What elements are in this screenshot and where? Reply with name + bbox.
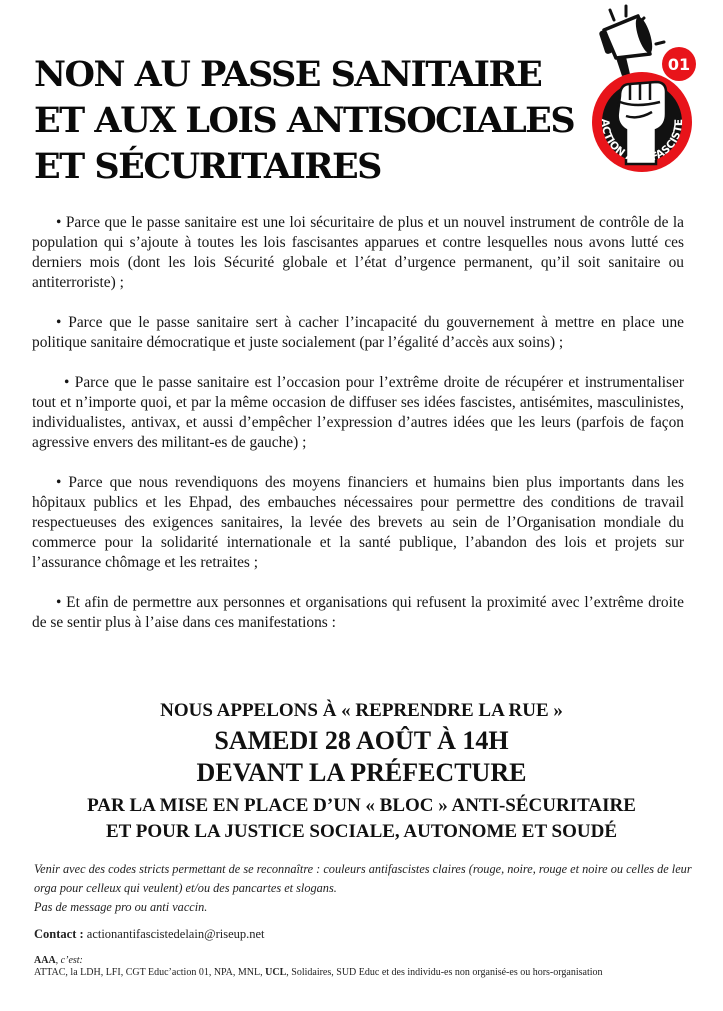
signatories-header	[34, 955, 694, 967]
body-paragraphs	[32, 213, 684, 653]
title-line-2: ET AUX LOIS ANTISOCIALES	[34, 100, 575, 141]
paragraph-1: • Parce que le passe sanitaire est une loi sécuritaire de plus et un nouvel instrument de contrôle de la population qui s’ajoute à toutes les lois fascisantes apparues et contre lesquelles nous avons lutté ces derniers mois (dont les lois Sécurité globale et l’état d’urgence permanent, qu’il soit sanitaire ou antiterroriste) ;	[32, 214, 684, 291]
event-date: SAMEDI 28 AOÛT À 14H	[214, 726, 509, 755]
title-line-3: ET SÉCURITAIRES	[34, 146, 381, 187]
badge-text: 01	[667, 55, 691, 74]
megaphone-icon	[598, 15, 655, 76]
contact-email[interactable]: actionantifascistedelain@riseup.net	[86, 927, 265, 941]
paragraph-2: • Parce que le passe sanitaire sert à cacher l’incapacité du gouvernement à mettre en place une politique sanitaire démocratique et juste socialement (par l’égalité d’accès aux soins) ;	[32, 314, 684, 351]
paragraph-4: • Parce que nous revendiquons des moyens financiers et humains bien plus importants dans les hôpitaux publics et les Ehpad, des embauches nécessaires pour permettre des conditions de travail respectueuses des exigences sanitaires, la levée des brevets au sein de l’Organisation mondiale du commerce pour la solidarité internationale et la santé publique, l’abandon des lois et projets sur l’assurance chômage et les retraites ;	[32, 474, 684, 571]
ring-text: ACTION ANTIFASCISTE	[598, 118, 686, 166]
call-to-action	[14, 697, 709, 845]
call-line-5: ET POUR LA JUSTICE SOCIALE, AUTONOME ET SOUDÉ	[105, 821, 618, 842]
page-title	[34, 52, 594, 190]
contact-label: Contact :	[34, 927, 84, 941]
instructions-note	[34, 860, 694, 917]
signatories-label-suffix: , c’est:	[55, 955, 83, 966]
signatory-ucl: UCL	[265, 967, 287, 978]
call-line-1: NOUS APPELONS À « REPRENDRE LA RUE »	[160, 700, 563, 721]
signatories-list-start: ATTAC, la LDH, LFI, CGT Educ’action 01, NPA, MNL,	[34, 967, 266, 978]
call-line-4: PAR LA MISE EN PLACE D’UN « BLOC » ANTI-SÉCURITAIRE	[87, 795, 636, 816]
signatories-list-end: , Solidaires, SUD Educ et des individu-es non organisé-es ou hors-organisation	[286, 967, 603, 978]
paragraph-3: • Parce que le passe sanitaire est l’occasion pour l’extrême droite de récupérer et instrumentaliser tout et n’importe quoi, et par la même occasion de diffuser ses idées fascistes, antisémites, masculinistes, individualistes, antivax, et aussi d’empêcher l’expression d’autres idées que les leurs (parfois de façon agressive envers des militant-es de gauche) ;	[32, 374, 684, 451]
signatories-label: AAA	[34, 955, 56, 966]
action-antifasciste-logo	[586, 4, 698, 194]
note-line-2: Pas de message pro ou anti vaccin.	[34, 900, 208, 914]
note-line-1: Venir avec des codes stricts permettant de se reconnaître : couleurs antifascistes claires (rouge, noire, rouge et noire ou celles de leur orga pour celleux qui veulent) et/ou des pancartes et slogans.	[34, 862, 692, 895]
event-location: DEVANT LA PRÉFECTURE	[196, 758, 527, 787]
signatories-list	[34, 967, 694, 979]
signatories-block	[34, 955, 694, 979]
megaphone-fist-icon	[586, 4, 698, 194]
title-line-1: NON AU PASSE SANITAIRE	[34, 54, 542, 95]
paragraph-5: • Et afin de permettre aux personnes et organisations qui refusent la proximité avec l’extrême droite de se sentir plus à l’aise dans ces manifestations :	[32, 594, 684, 631]
contact-line	[34, 927, 694, 942]
